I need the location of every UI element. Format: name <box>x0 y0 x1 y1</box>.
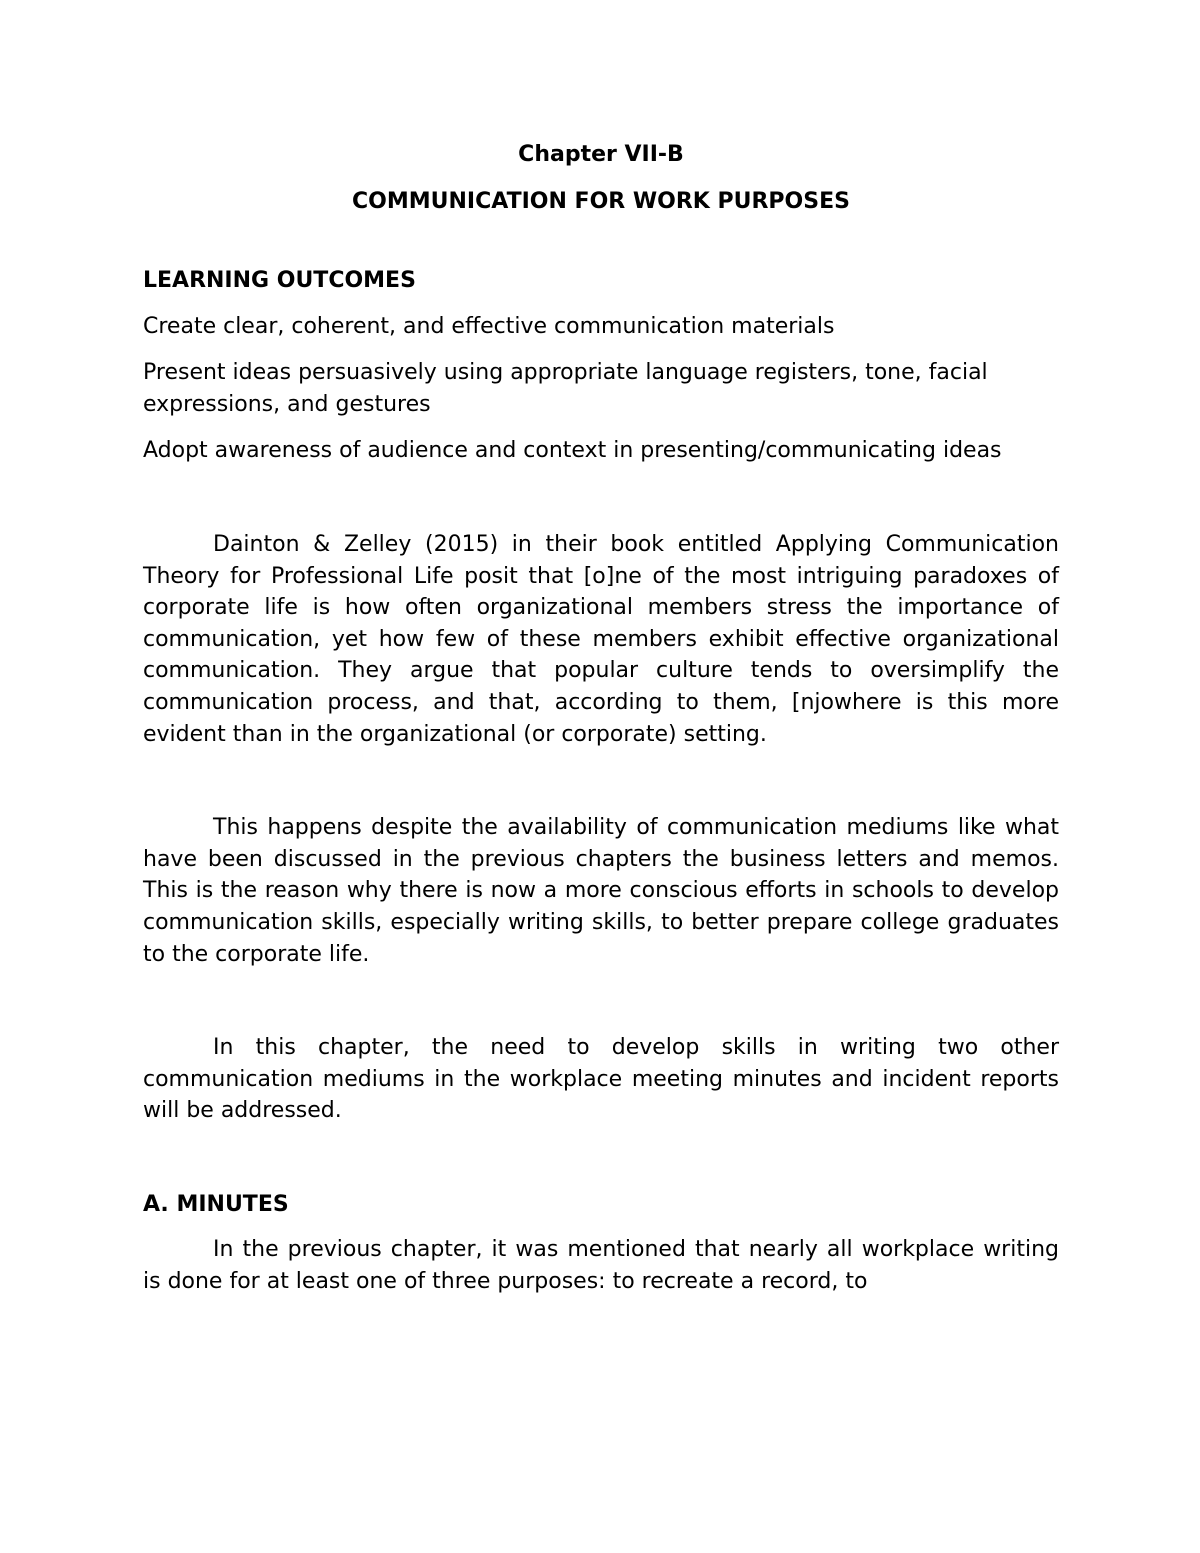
learning-outcome-item: Create clear, coherent, and effective communication materials <box>143 313 835 339</box>
chapter-title: COMMUNICATION FOR WORK PURPOSES <box>352 189 850 214</box>
body-paragraph: In this chapter, the need to develop skills in writing two other communication mediums in the workplace meeting minutes and incident reports will be addressed. <box>143 1035 1059 1124</box>
chapter-label: Chapter VII-B <box>518 142 684 167</box>
learning-outcomes-heading: LEARNING OUTCOMES <box>143 268 416 293</box>
minutes-paragraph: In the previous chapter, it was mentioned that nearly all workplace writing is done for at least one of three purposes: to recreate a record, to <box>143 1237 1059 1295</box>
learning-outcome-item: Adopt awareness of audience and context in presenting/communicating ideas <box>143 438 1002 464</box>
minutes-heading: A. MINUTES <box>143 1191 289 1217</box>
document-page <box>143 138 1059 1298</box>
learning-outcome-item: Present ideas persuasively using appropriate language registers, tone, facial expressions, and gestures <box>143 360 988 417</box>
body-paragraph: This happens despite the availability of communication mediums like what have been discussed in the previous chapters the business letters and memos. This is the reason why there is now a more conscious efforts in schools to develop communication skills, especially writing skills, to better prepare college graduates to the corporate life. <box>143 815 1059 967</box>
body-paragraph: Dainton & Zelley (2015) in their book entitled Applying Communication Theory for Professional Life posit that [o]ne of the most intriguing paradoxes of corporate life is how often organizational members stress the importance of communication, yet how few of these members exhibit effective organizational communication. They argue that popular culture tends to oversimplify the communication process, and that, according to them, [njowhere is this more evident than in the organizational (or corporate) setting. <box>143 531 1059 747</box>
learning-outcomes-list <box>143 311 1059 467</box>
